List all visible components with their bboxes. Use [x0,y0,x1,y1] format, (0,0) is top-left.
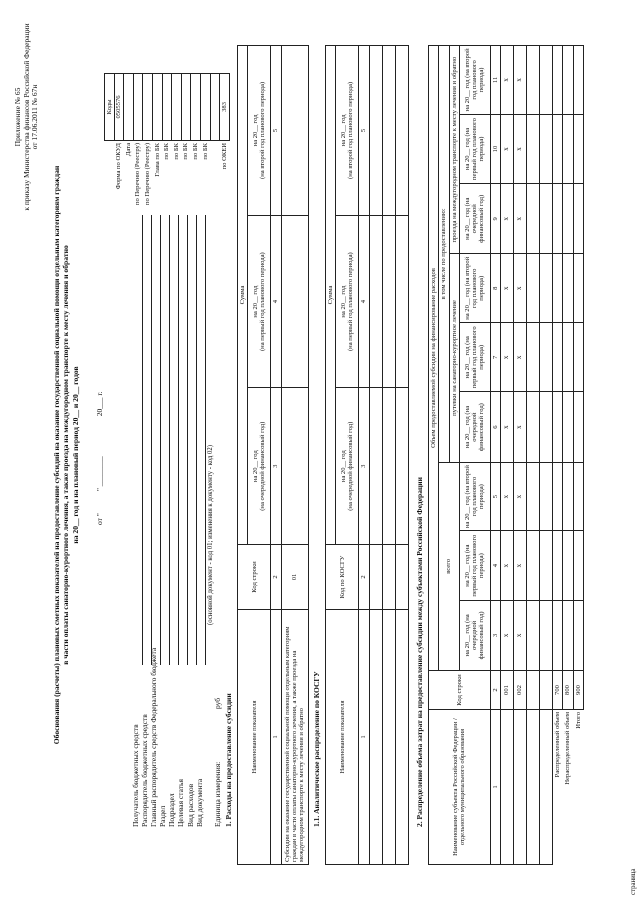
field-label: Распорядитель бюджетных средств [140,714,150,827]
section-2-title: 2. Распределение объема затрат на предоставление субсидии между субъектами Российской Федерации [415,477,424,827]
region-row-code: 002 [514,671,527,710]
field-label: Целевая статья [176,779,186,827]
appendix-block [14,17,40,217]
total-label: Итого [573,710,583,865]
codes-header: Коды [105,73,115,140]
section-1-1-title: 1.1. Аналитическое распределение по КОСГУ [312,671,321,827]
field-label: Вид расходов [185,783,195,827]
title-line-3: на 20__ год и на плановый период 20__ и 20__ годов [70,366,80,544]
field-label: Раздел [158,805,168,827]
appendix-number: Приложение № 65 [13,87,22,147]
subsidy-row-label: Субсидии на оказание государственной социальной помощи отдельным категориям граждан в части оплаты санаторно-курортного лечения, а также проезда на междугородном транспорте к месту лечения и обратно [281,610,308,865]
codes-table: Коды Форма по ОКУД 0505576 Дата по Перечню (Реестру) по Перечню (Реестру) Глава по БК по БК по БК по БК по БК по БК по ОКЕИ 383 [104,73,230,207]
section-1-title: 1. Расходы на предоставление субсидии [224,693,233,827]
subsidy-row-code: 01 [281,545,308,610]
appendix-date: от 17.06.2011 № 67н [30,84,40,150]
total-label: Распределенный объем [553,710,563,865]
section-1-table: Наименование показателя Код строки Сумма на 20__ год (на очередной финансовый год) на 20__ год (на первый год планового периода) на 20__ год (на второй год планового периода) 1 2 3 4 5 Субсидии на оказание государственной социальной помощи отдельным категориям граждан в части оплаты санаторно-курортного лечения, а также проезда на междугородном транспорте к месту лечения и обратно 01 [237,45,309,865]
doc-type-note: (основной документ - код 01; изменения к документу - код 02) [207,444,214,625]
region-row-code: 001 [501,671,514,710]
date-line: от "" ________20___ г. [95,391,104,525]
col-sum: Сумма [238,46,248,545]
field-label: Единица измерения: [212,761,222,827]
col-row-code: Код строки [238,545,271,610]
field-label: Получатель бюджетных средств [131,724,140,827]
okei-code: 383 [220,73,230,140]
title-line-2: в части оплаты санаторно-курортного лечения, а также проезда на междугородном транспорте к месту лечения и обратно [61,245,71,665]
total-label: Нераспределенный объем [563,710,573,865]
col-indicator: Наименование показателя [238,610,271,865]
title-line-1: Обоснования (расчеты) плановых сметных показателей на предоставление субсидий на оказание государственной социальной помощи отдельным категориям граждан [52,165,61,745]
field-label: Главный распорядитель средств Федерального бюджета [149,647,159,827]
section-2-table: Наименование субъекта Российской Федерации / отдельного муниципального образования Код строки Объем предоставляемой субсидии на финансирование расходов всего в том числе по предоставлению: путевки на санаторно-курортное лечение проезда на междугородном транспорте к месту лечения и обратно на 20__ год (на очередной финансовый год) на 20__ год (на первый год планового периода) на 20__ год (на второй год планового периода) на 20__ год (на очередной финансовый год) на 20__ год (на первый год планового периода) на 20__ год (на второй год планового периода) на 20__ год (на очередной финансовый год) на 20__ год (на первый год планового периода) на 20__ год (на второй год планового периода) 1 2 3 4 5 6 7 8 9 10 11 001 x x x x x x x x x 002 x x x x x x x x x Распределенный объем 700 Нераспределенный объем 800 Итого 900 [428,45,584,865]
section-1-1-table: Наименование показателя Код по КОСГУ Сумма на 20__ год (на очередной финансовый год) на 20__ год (на первый год планового периода) на 20__ год (на второй год планового периода) 1 2 3 4 5 [325,45,409,865]
col-kosgu: Код по КОСГУ [326,545,359,610]
form-title [52,75,80,835]
okud-code: 0505576 [114,73,124,140]
unit-value: руб [213,697,222,709]
appendix-order: к приказу Министерства финансов Российской Федерации [21,23,31,211]
field-label: Подраздел [167,793,177,827]
page-label: страница [630,868,637,895]
field-label: Вид документа [194,778,204,827]
